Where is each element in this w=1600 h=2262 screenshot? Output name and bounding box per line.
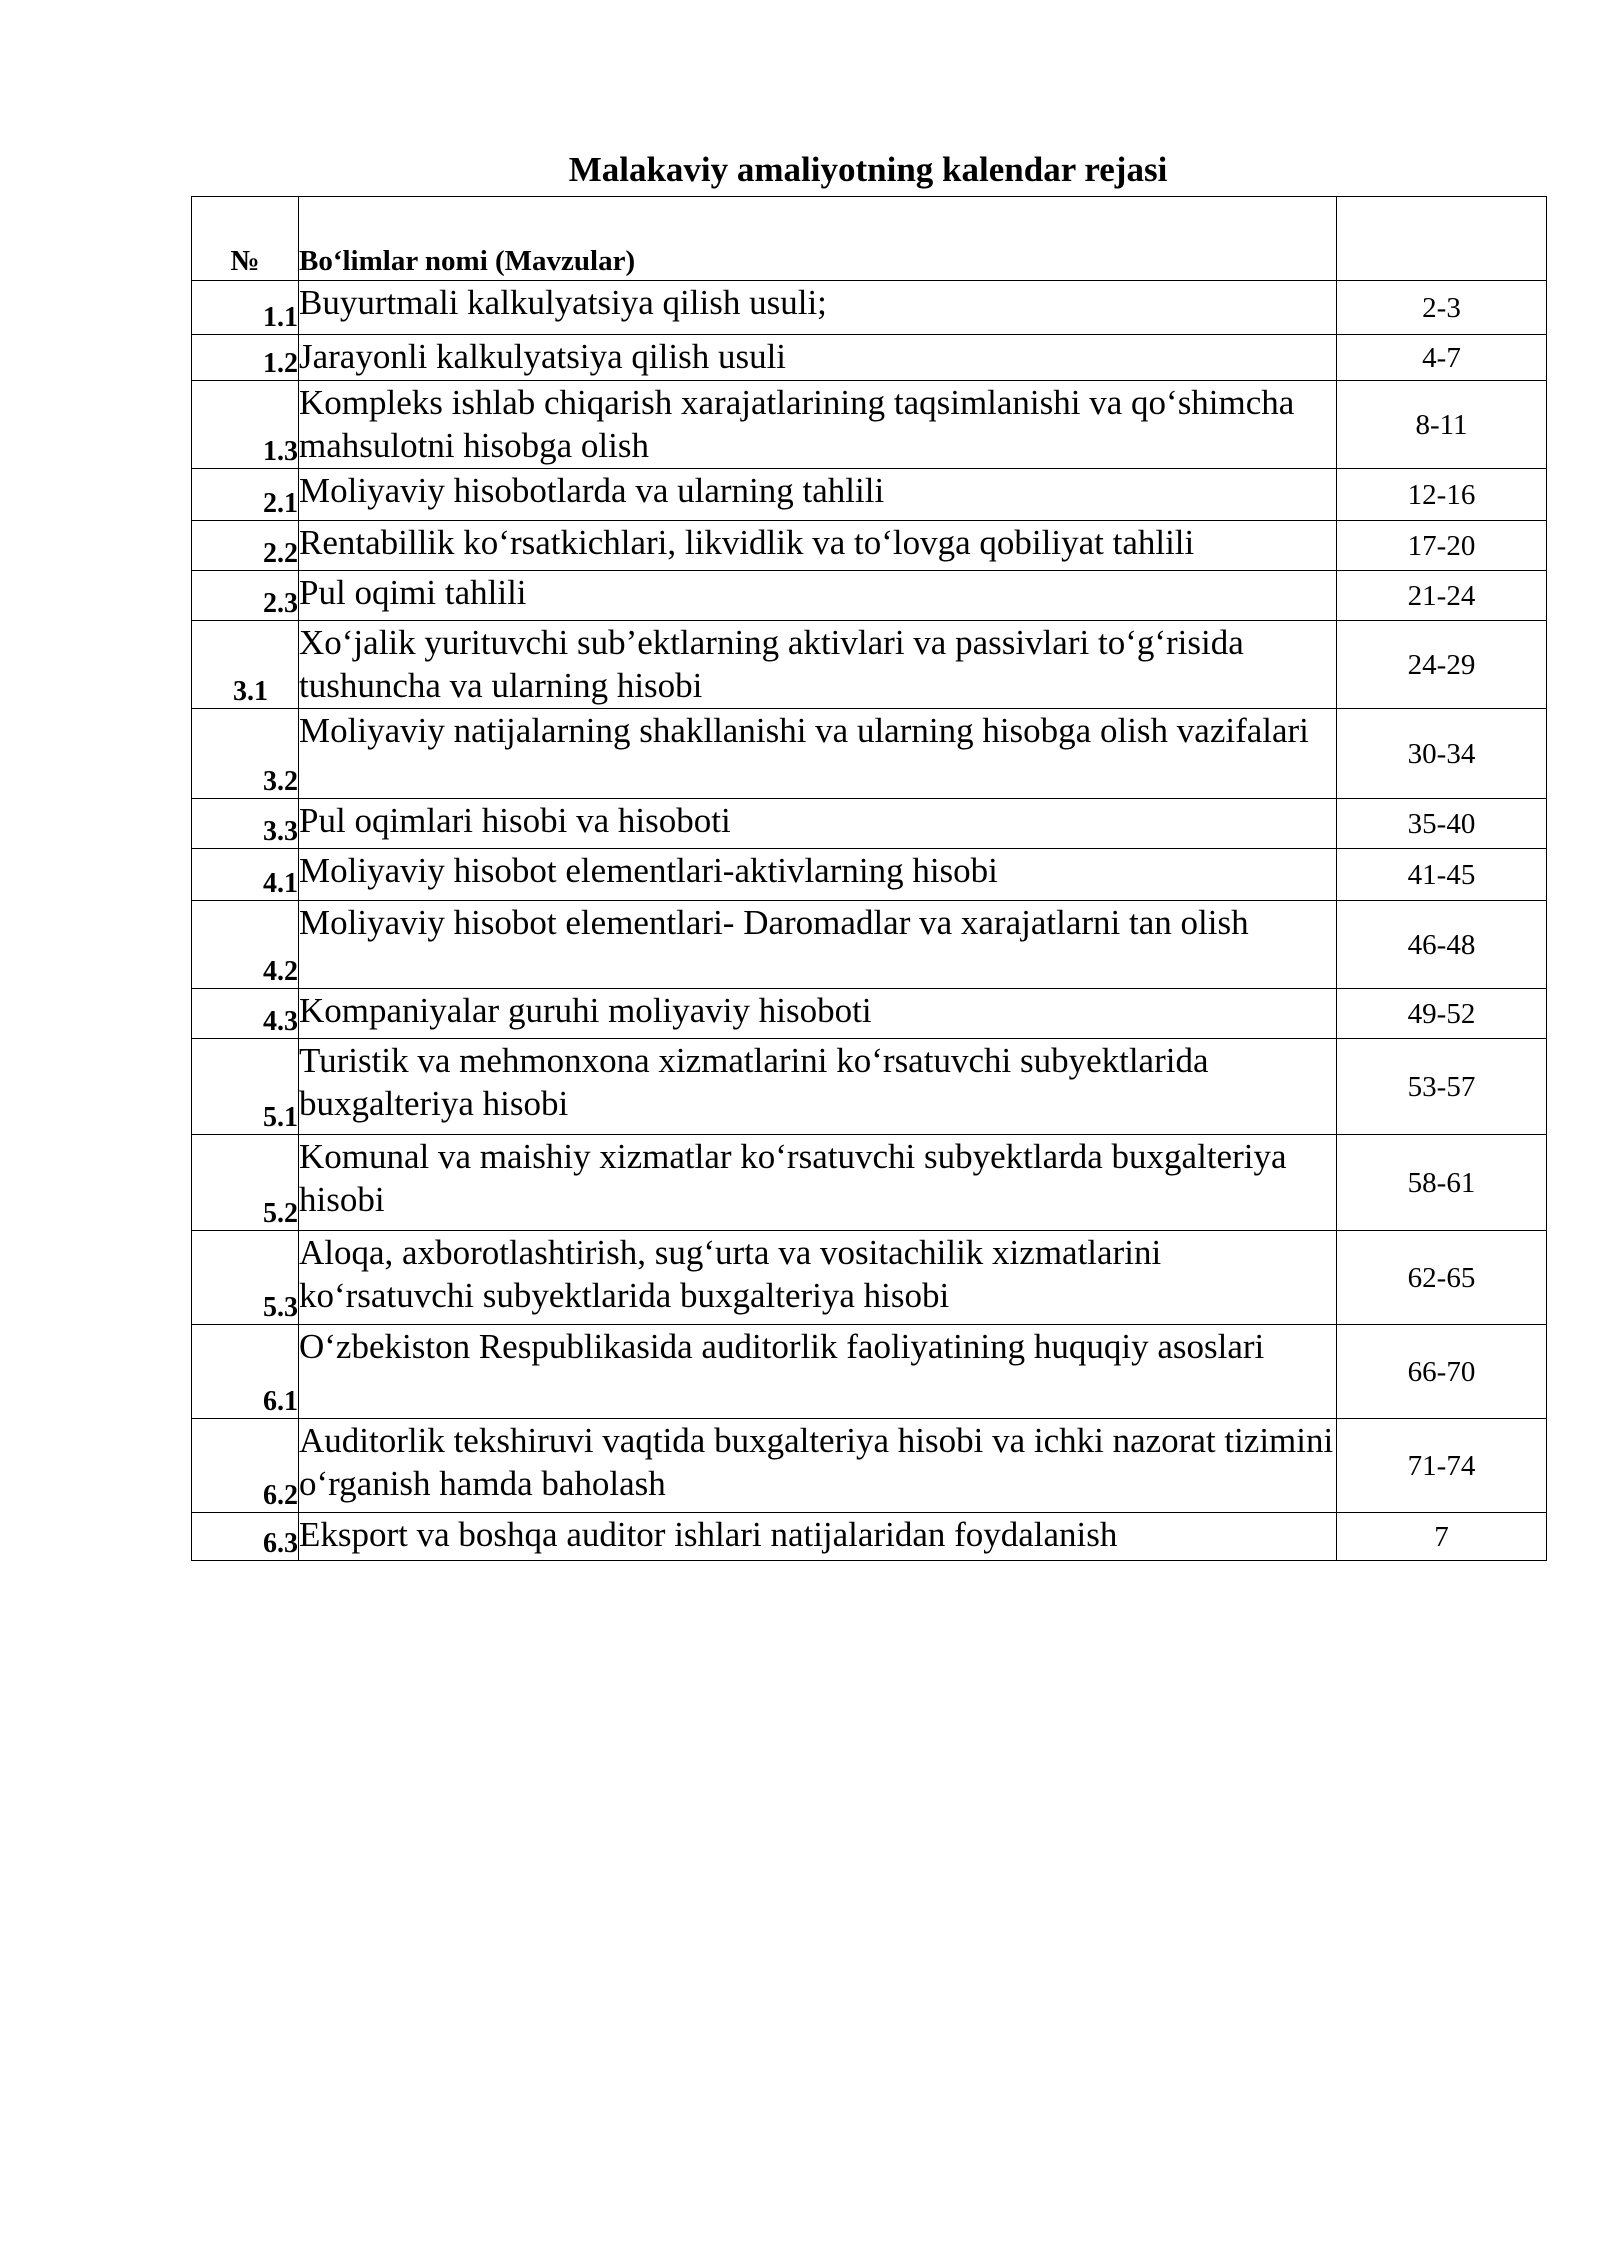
page-range-cell: 21-24 xyxy=(1337,571,1547,621)
page-range-cell: 12-16 xyxy=(1337,469,1547,521)
table-row xyxy=(192,335,1547,381)
table-row xyxy=(192,1231,1547,1325)
table-row xyxy=(192,381,1547,469)
page-range-cell: 4-7 xyxy=(1337,335,1547,381)
table-row xyxy=(192,901,1547,989)
section-number-cell: 1.3 xyxy=(192,381,299,469)
section-number-cell: 2.1 xyxy=(192,469,299,521)
section-number-cell: 1.2 xyxy=(192,335,299,381)
section-title-cell: Moliyaviy hisobotlarda va ularning tahlili xyxy=(299,469,1337,521)
page-range-cell: 2-3 xyxy=(1337,281,1547,335)
section-title-cell: Moliyaviy hisobot elementlari- Daromadlar va xarajatlarni tan olish xyxy=(299,901,1337,989)
table-row xyxy=(192,571,1547,621)
page-range-cell: 53-57 xyxy=(1337,1039,1547,1135)
page-range-cell: 30-34 xyxy=(1337,709,1547,799)
section-number-cell: 1.1 xyxy=(192,281,299,335)
header-name-cell: Bo‘limlar nomi (Mavzular) xyxy=(299,197,1337,281)
table-row xyxy=(192,521,1547,571)
section-title-cell: Jarayonli kalkulyatsiya qilish usuli xyxy=(299,335,1337,381)
page-range-cell: 8-11 xyxy=(1337,381,1547,469)
section-title-cell: Buyurtmali kalkulyatsiya qilish usuli; xyxy=(299,281,1337,335)
page-range-cell: 17-20 xyxy=(1337,521,1547,571)
section-title-cell: Auditorlik tekshiruvi vaqtida buxgalteriya hisobi va ichki nazorat tizimini o‘rganish hamda baholash xyxy=(299,1419,1337,1513)
section-title-cell: Moliyaviy natijalarning shakllanishi va ularning hisobga olish vazifalari xyxy=(299,709,1337,799)
section-title-cell: Eksport va boshqa auditor ishlari natijalaridan foydalanish xyxy=(299,1513,1337,1561)
section-number-cell: 2.3 xyxy=(192,571,299,621)
table-row xyxy=(192,1039,1547,1135)
table-row xyxy=(192,621,1547,709)
section-title-cell: O‘zbekiston Respublikasida auditorlik faoliyatining huquqiy asoslari xyxy=(299,1325,1337,1419)
section-title-cell: Moliyaviy hisobot elementlari-aktivlarning hisobi xyxy=(299,849,1337,901)
section-number-cell: 4.1 xyxy=(192,849,299,901)
page-range-cell: 46-48 xyxy=(1337,901,1547,989)
page-range-cell: 24-29 xyxy=(1337,621,1547,709)
page-range-cell: 7 xyxy=(1337,1513,1547,1561)
table-row xyxy=(192,1419,1547,1513)
section-number-cell: 4.3 xyxy=(192,989,299,1039)
section-number-cell: 5.3 xyxy=(192,1231,299,1325)
table-row xyxy=(192,1513,1547,1561)
table-body xyxy=(192,197,1547,1561)
section-title-cell: Pul oqimi tahlili xyxy=(299,571,1337,621)
section-number-cell: 5.2 xyxy=(192,1135,299,1231)
page-range-cell: 49-52 xyxy=(1337,989,1547,1039)
table-row xyxy=(192,281,1547,335)
table-row xyxy=(192,849,1547,901)
page-range-cell: 71-74 xyxy=(1337,1419,1547,1513)
section-title-cell: Aloqa, axborotlashtirish, sug‘urta va vositachilik xizmatlarini ko‘rsatuvchi subyektlarida buxgalteriya hisobi xyxy=(299,1231,1337,1325)
section-title-cell: Rentabillik ko‘rsatkichlari, likvidlik va to‘lovga qobiliyat tahlili xyxy=(299,521,1337,571)
page-range-cell: 66-70 xyxy=(1337,1325,1547,1419)
section-number-cell: 3.1 xyxy=(192,621,299,709)
section-number-cell: 4.2 xyxy=(192,901,299,989)
table-row xyxy=(192,799,1547,849)
header-pages-cell xyxy=(1337,197,1547,281)
section-title-cell: Kompleks ishlab chiqarish xarajatlarining taqsimlanishi va qo‘shimcha mahsulotni hisobga olish xyxy=(299,381,1337,469)
section-title-cell: Xo‘jalik yurituvchi sub’ektlarning aktivlari va passivlari to‘g‘risida tushuncha va ularning hisobi xyxy=(299,621,1337,709)
table-row xyxy=(192,989,1547,1039)
section-number-cell: 6.1 xyxy=(192,1325,299,1419)
section-number-cell: 3.3 xyxy=(192,799,299,849)
table-row xyxy=(192,709,1547,799)
section-title-cell: Komunal va maishiy xizmatlar ko‘rsatuvchi subyektlarda buxgalteriya hisobi xyxy=(299,1135,1337,1231)
section-number-cell: 3.2 xyxy=(192,709,299,799)
page-range-cell: 62-65 xyxy=(1337,1231,1547,1325)
table-row xyxy=(192,469,1547,521)
section-title-cell: Kompaniyalar guruhi moliyaviy hisoboti xyxy=(299,989,1337,1039)
section-number-cell: 2.2 xyxy=(192,521,299,571)
header-num-cell: № xyxy=(192,197,299,281)
table-header-row xyxy=(192,197,1547,281)
calendar-plan-table xyxy=(191,196,1547,1561)
page-title: Malakaviy amaliyotning kalendar rejasi xyxy=(568,150,1168,189)
section-title-cell: Turistik va mehmonxona xizmatlarini ko‘rsatuvchi subyektlarida buxgalteriya hisobi xyxy=(299,1039,1337,1135)
page-range-cell: 58-61 xyxy=(1337,1135,1547,1231)
section-title-cell: Pul oqimlari hisobi va hisoboti xyxy=(299,799,1337,849)
section-number-cell: 5.1 xyxy=(192,1039,299,1135)
section-number-cell: 6.3 xyxy=(192,1513,299,1561)
section-number-cell: 6.2 xyxy=(192,1419,299,1513)
table-row xyxy=(192,1325,1547,1419)
page-range-cell: 41-45 xyxy=(1337,849,1547,901)
page-range-cell: 35-40 xyxy=(1337,799,1547,849)
table-row xyxy=(192,1135,1547,1231)
